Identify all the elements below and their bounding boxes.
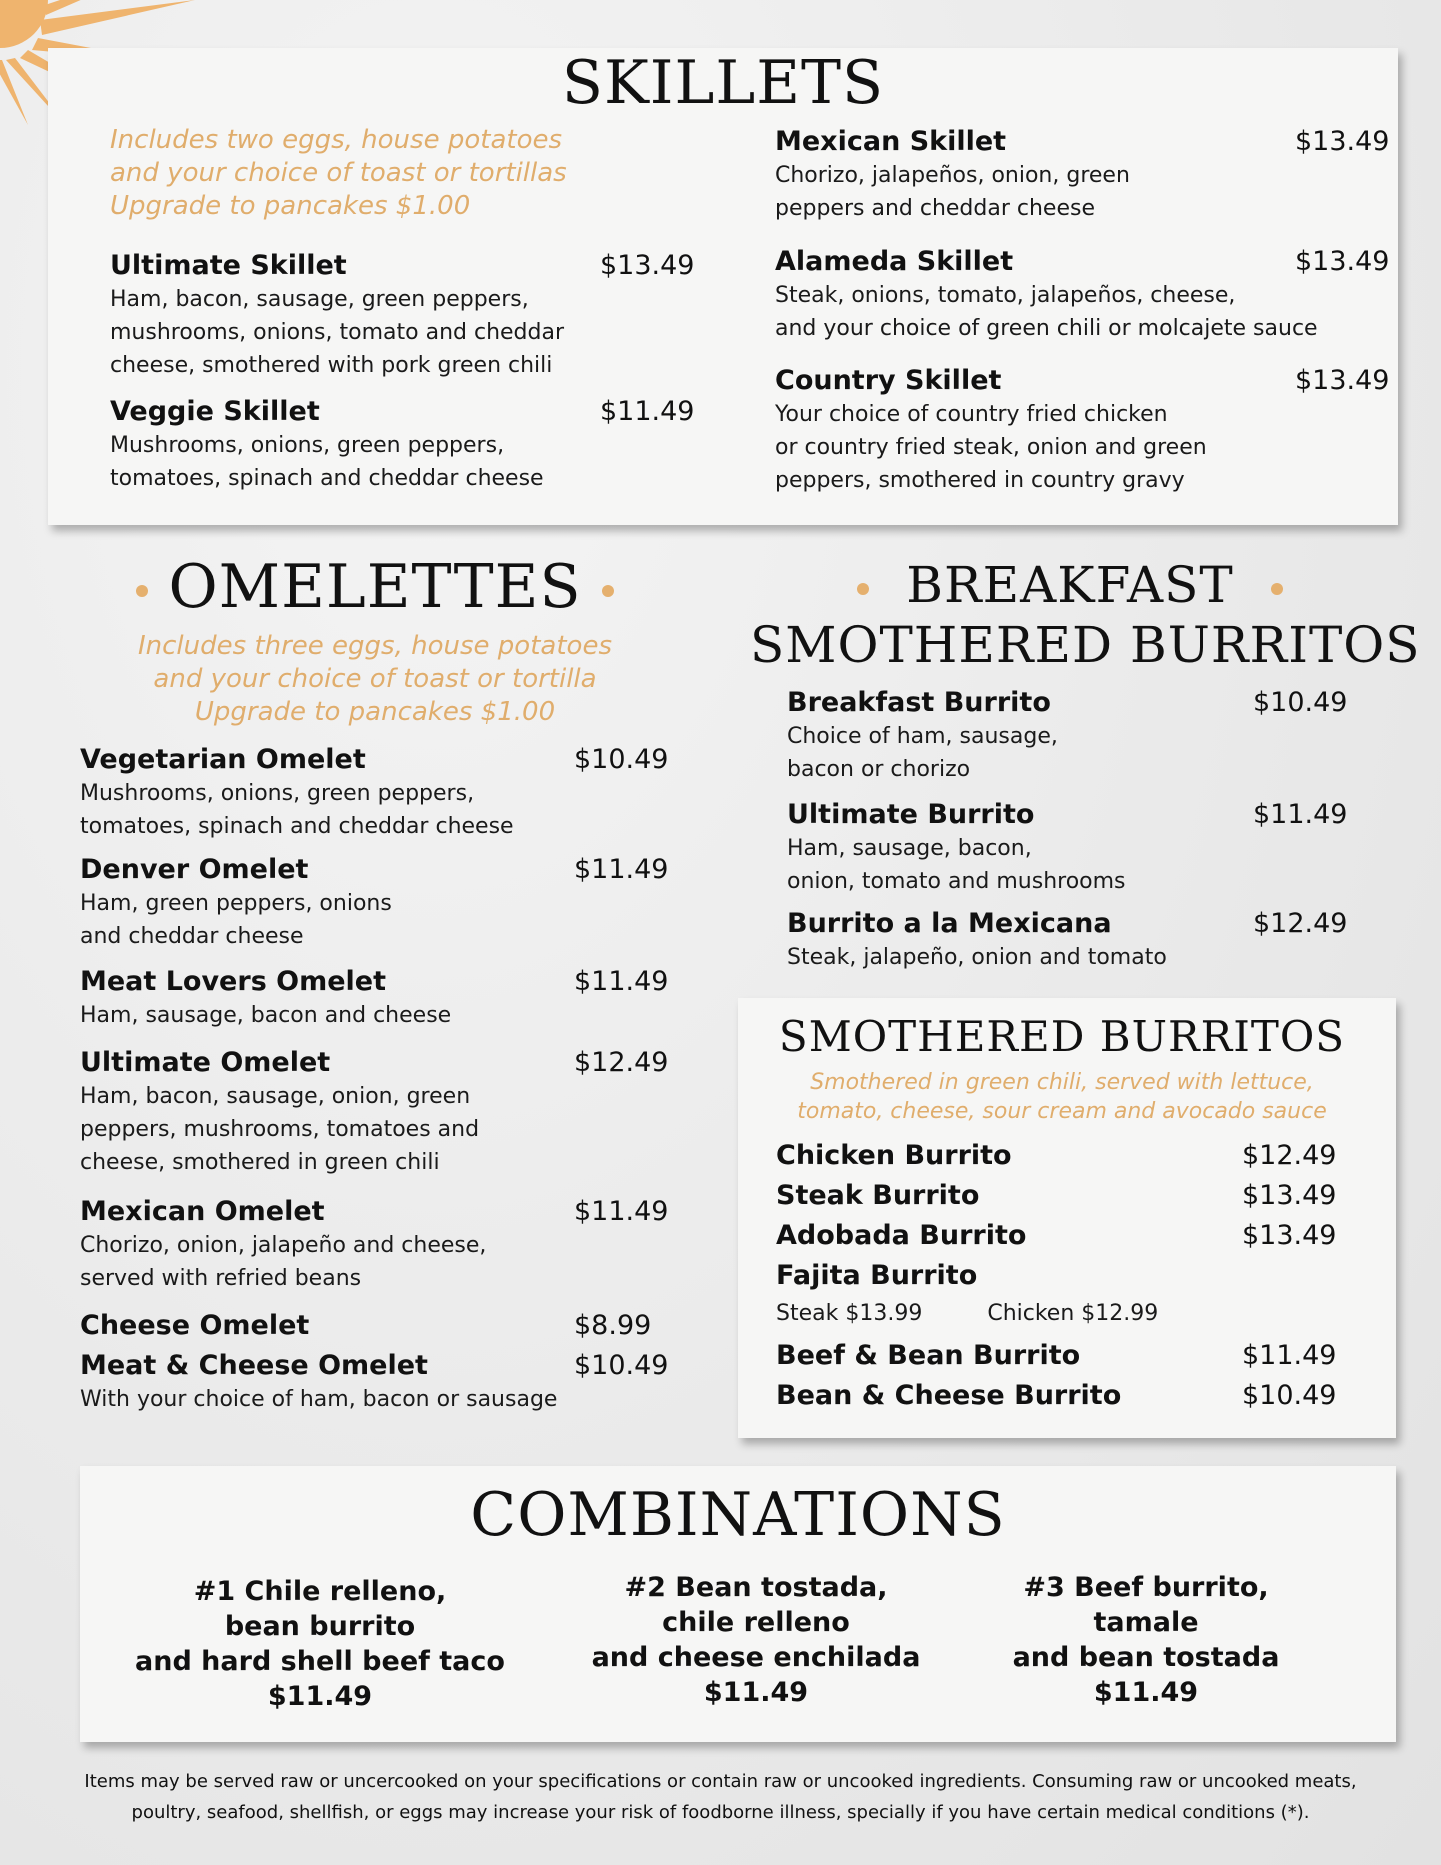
item-price: $12.49	[1253, 908, 1348, 939]
item-description: Mushrooms, onions, green peppers, tomatoes, spinach and cheddar cheese	[110, 433, 544, 491]
item-description: Chorizo, onion, jalapeño and cheese, served with refried beans	[80, 1233, 487, 1291]
combination-price: $11.49	[703, 1677, 809, 1708]
item-price: $10.49	[574, 1350, 669, 1381]
item-name: Ultimate Omelet	[80, 1047, 331, 1078]
menu-item-mexican-omelet	[80, 1196, 680, 1295]
skillets-panel	[48, 48, 1398, 525]
breakfast-title-row	[750, 556, 1390, 614]
fajita-options	[776, 1297, 1356, 1330]
item-description: Mushrooms, onions, green peppers, tomatoes, spinach and cheddar cheese	[80, 781, 514, 839]
item-description: Ham, bacon, sausage, onion, green peppers, mushrooms, tomatoes and cheese, smothered in green chili	[80, 1084, 480, 1175]
omelettes-title: OMELETTES	[168, 552, 582, 622]
breakfast-title-line1: BREAKFAST	[906, 556, 1234, 614]
item-price: $10.49	[1242, 1380, 1337, 1411]
breakfast-title-line2: SMOTHERED BURRITOS	[750, 616, 1421, 674]
omelettes-title-row	[70, 552, 680, 622]
item-description: Ham, green peppers, onions and cheddar cheese	[80, 891, 392, 949]
menu-item-fajita-burrito	[776, 1260, 1356, 1330]
item-price: $13.49	[600, 250, 695, 281]
item-price: $13.49	[1295, 126, 1390, 157]
item-price: $11.49	[1242, 1340, 1337, 1371]
menu-item-steak-burrito	[776, 1180, 1356, 1211]
menu-item-ultimate-omelet	[80, 1047, 680, 1179]
menu-item-alameda-skillet	[775, 246, 1390, 345]
menu-item-bean-cheese-burrito	[776, 1380, 1356, 1411]
item-price: $12.49	[574, 1047, 669, 1078]
smothered-burritos-panel	[738, 998, 1396, 1438]
smothered-burritos-note: Smothered in green chili, served with lettuce, tomato, cheese, sour cream and avocado sauce	[797, 1070, 1327, 1124]
item-price: $11.49	[574, 966, 669, 997]
item-description: Choice of ham, sausage, bacon or chorizo	[787, 724, 1058, 782]
item-price: $10.49	[574, 744, 669, 775]
item-price: $13.49	[1295, 246, 1390, 277]
combination-3: #3 Beef burrito, tamale and bean tostada $11.49	[956, 1570, 1336, 1710]
menu-item-cheese-omelet	[80, 1310, 680, 1341]
item-name: Meat & Cheese Omelet	[80, 1350, 428, 1381]
item-price: $12.49	[1242, 1140, 1337, 1171]
skillets-note: Includes two eggs, house potatoes and your choice of toast or tortillas Upgrade to pancakes $1.00	[110, 125, 567, 221]
menu-item-burrito-a-la-mexicana	[787, 908, 1347, 974]
item-name: Ultimate Burrito	[787, 799, 1035, 830]
combinations-panel	[80, 1466, 1396, 1742]
menu-item-meat-lovers-omelet	[80, 966, 680, 1032]
omelettes-note: Includes three eggs, house potatoes and your choice of toast or tortilla Upgrade to pancakes $1.00	[137, 631, 612, 727]
bullet-dot-icon	[136, 585, 148, 597]
menu-item-breakfast-burrito	[787, 687, 1347, 786]
smothered-burritos-title: SMOTHERED BURRITOS	[778, 1012, 1346, 1061]
menu-item-vegetarian-omelet	[80, 744, 680, 843]
menu-item-beef-bean-burrito	[776, 1340, 1356, 1371]
item-price: $13.49	[1242, 1220, 1337, 1251]
fajita-steak-option: Steak $13.99	[776, 1301, 923, 1326]
item-name: Alameda Skillet	[775, 246, 1014, 277]
item-name: Burrito a la Mexicana	[787, 908, 1112, 939]
bullet-dot-icon	[1271, 583, 1283, 595]
item-price: $11.49	[574, 1196, 669, 1227]
item-name: Mexican Skillet	[775, 126, 1007, 157]
fajita-chicken-option: Chicken $12.99	[987, 1301, 1159, 1326]
menu-item-denver-omelet	[80, 854, 680, 953]
combinations-title: COMBINATIONS	[470, 1480, 1006, 1550]
item-name: Chicken Burrito	[776, 1140, 1012, 1171]
item-description: Steak, jalapeño, onion and tomato	[787, 945, 1167, 970]
item-name: Vegetarian Omelet	[80, 744, 366, 775]
item-description: Ham, bacon, sausage, green peppers, mushrooms, onions, tomato and cheddar cheese, smothered with pork green chili	[110, 287, 564, 378]
item-name: Fajita Burrito	[776, 1260, 978, 1291]
item-price: $8.99	[574, 1310, 652, 1341]
item-description: Steak, onions, tomato, jalapeños, cheese, and your choice of green chili or molcajete sauce	[775, 283, 1318, 341]
item-name: Bean & Cheese Burrito	[776, 1380, 1122, 1411]
item-name: Mexican Omelet	[80, 1196, 325, 1227]
menu-item-mexican-skillet	[775, 126, 1390, 225]
combination-price: $11.49	[267, 1681, 373, 1712]
menu-item-ultimate-skillet	[110, 250, 695, 382]
item-name: Ultimate Skillet	[110, 250, 347, 281]
item-name: Denver Omelet	[80, 854, 309, 885]
menu-item-meat-cheese-omelet	[80, 1350, 680, 1416]
item-price: $11.49	[600, 396, 695, 427]
item-description: With your choice of ham, bacon or sausage	[80, 1387, 558, 1412]
item-description: Ham, sausage, bacon, onion, tomato and mushrooms	[787, 836, 1126, 894]
item-name: Breakfast Burrito	[787, 687, 1051, 718]
combination-1: #1 Chile relleno, bean burrito and hard shell beef taco $11.49	[130, 1574, 510, 1714]
item-name: Adobada Burrito	[776, 1220, 1027, 1251]
item-name: Meat Lovers Omelet	[80, 966, 387, 997]
menu-item-veggie-skillet	[110, 396, 695, 495]
item-price: $11.49	[1253, 799, 1348, 830]
item-price: $13.49	[1242, 1180, 1337, 1211]
item-price: $13.49	[1295, 365, 1390, 396]
menu-item-chicken-burrito	[776, 1140, 1356, 1171]
menu-item-ultimate-burrito	[787, 799, 1347, 898]
disclaimer: Items may be served raw or uncercooked on your specifications or contain raw or uncooked ingredients. Consuming raw or uncooked meats, poultry, seafood, shellfish, or eggs may increase your risk of foodborne illness, specially if you have certain medical conditions (*).	[84, 1771, 1357, 1823]
item-description: Your choice of country fried chicken or country fried steak, onion and green peppers, smothered in country gravy	[775, 402, 1207, 493]
menu-item-country-skillet	[775, 365, 1390, 497]
item-name: Country Skillet	[775, 365, 1002, 396]
item-name: Beef & Bean Burrito	[776, 1340, 1081, 1371]
item-name: Veggie Skillet	[110, 396, 320, 427]
item-description: Chorizo, jalapeños, onion, green peppers and cheddar cheese	[775, 163, 1130, 221]
combination-2: #2 Bean tostada, chile relleno and cheese enchilada $11.49	[566, 1570, 946, 1710]
menu-item-adobada-burrito	[776, 1220, 1356, 1251]
combination-price: $11.49	[1093, 1677, 1199, 1708]
item-name: Steak Burrito	[776, 1180, 980, 1211]
bullet-dot-icon	[857, 583, 869, 595]
item-price: $10.49	[1253, 687, 1348, 718]
bullet-dot-icon	[602, 585, 614, 597]
skillets-title: SKILLETS	[561, 48, 885, 118]
item-name: Cheese Omelet	[80, 1310, 310, 1341]
item-price: $11.49	[574, 854, 669, 885]
item-description: Ham, sausage, bacon and cheese	[80, 1003, 452, 1028]
